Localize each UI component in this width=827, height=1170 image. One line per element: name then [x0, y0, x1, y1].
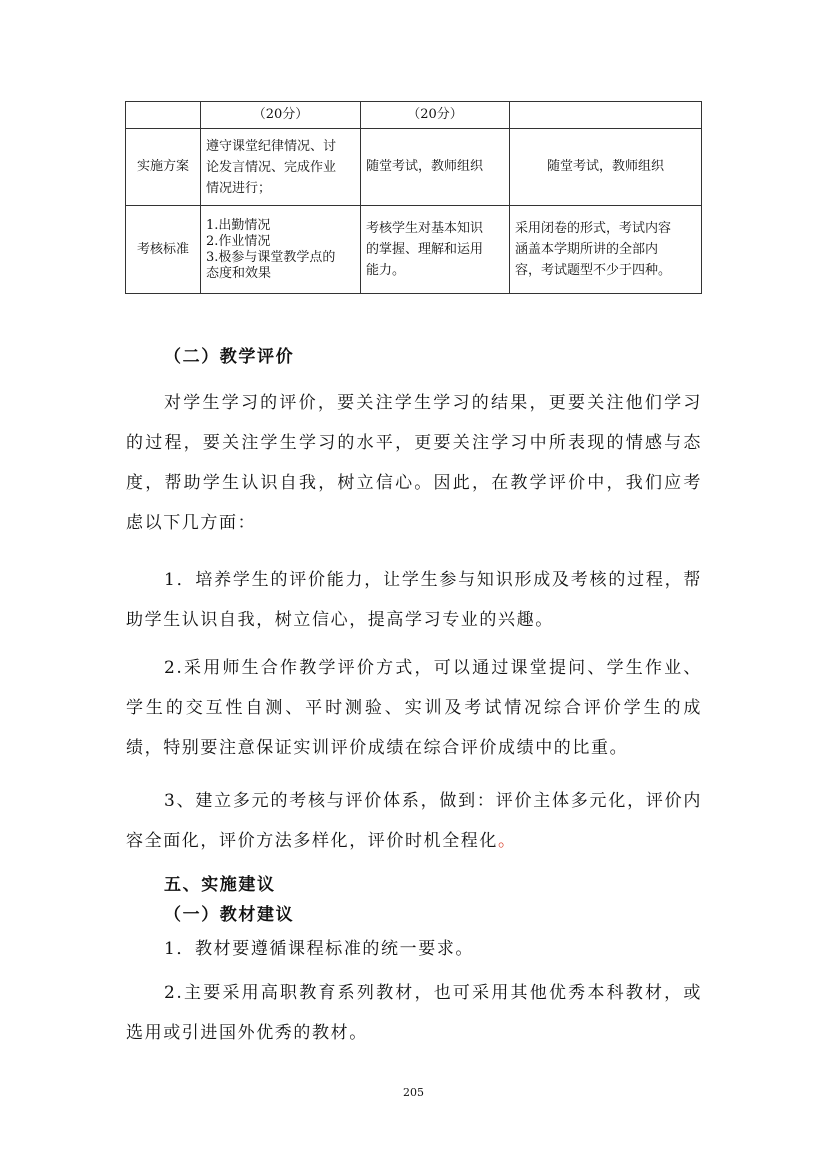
paragraph-evaluation-intro: 对学生学习的评价，要关注学生学习的结果，更要关注他们学习的过程，要关注学生学习的水平，更要关注学习中所表现的情感与态度，帮助学生认识自我，树立信心。因此，在教学评价中，我们应考虑以下几方面：	[126, 393, 702, 533]
table-cell: 随堂考试，教师组织	[510, 129, 702, 206]
page-number: 205	[403, 1086, 424, 1099]
table-cell: 随堂考试，教师组织	[361, 129, 510, 206]
table-cell: （20分）	[361, 102, 510, 129]
table-cell: 1.出勤情况 2.作业情况 3.极参与课堂教学点的 态度和效果	[201, 206, 361, 294]
row-header-cell: 实施方案	[126, 129, 201, 206]
table-cell: （20分）	[201, 102, 361, 129]
table-cell	[510, 102, 702, 129]
section-heading-implementation: 五、实施建议	[164, 875, 276, 895]
paragraph-textbook-item-1: 1．教材要遵循课程标准的统一要求。	[164, 939, 475, 959]
table-cell	[126, 102, 201, 129]
paragraph-evaluation-item-3	[126, 781, 702, 861]
table-cell: 采用闭卷的形式，考试内容 涵盖本学期所讲的全部内 容，考试题型不少于四种。	[510, 206, 702, 294]
subsection-heading-textbook: （一）教材建议	[164, 905, 295, 925]
section-heading-teaching-evaluation: （二）教学评价	[164, 347, 295, 367]
red-period-mark: 。	[498, 831, 517, 851]
table-cell: 遵守课堂纪律情况、讨 论发言情况、完成作业 情况进行；	[201, 129, 361, 206]
item-3-text: 3、建立多元的考核与评价体系，做到：评价主体多元化，评价内容全面化，评价方法多样化，评价时机全程化	[126, 791, 702, 851]
table-row	[126, 206, 702, 294]
paragraph-textbook-item-2: 2.主要采用高职教育系列教材，也可采用其他优秀本科教材，或选用或引进国外优秀的教材。	[126, 983, 702, 1043]
paragraph-evaluation-item-1: 1．培养学生的评价能力，让学生参与知识形成及考核的过程，帮助学生认识自我，树立信心，提高学习专业的兴趣。	[126, 570, 702, 630]
table-cell: 考核学生对基本知识 的掌握、理解和运用 能力。	[361, 206, 510, 294]
table-row	[126, 129, 702, 206]
paragraph-evaluation-item-2: 2.采用师生合作教学评价方式，可以通过课堂提问、学生作业、学生的交互性自测、平时测验、实训及考试情况综合评价学生的成绩，特别要注意保证实训评价成绩在综合评价成绩中的比重。	[126, 658, 702, 758]
row-header-cell: 考核标准	[126, 206, 201, 294]
table-row	[126, 102, 702, 129]
assessment-table	[125, 101, 702, 294]
